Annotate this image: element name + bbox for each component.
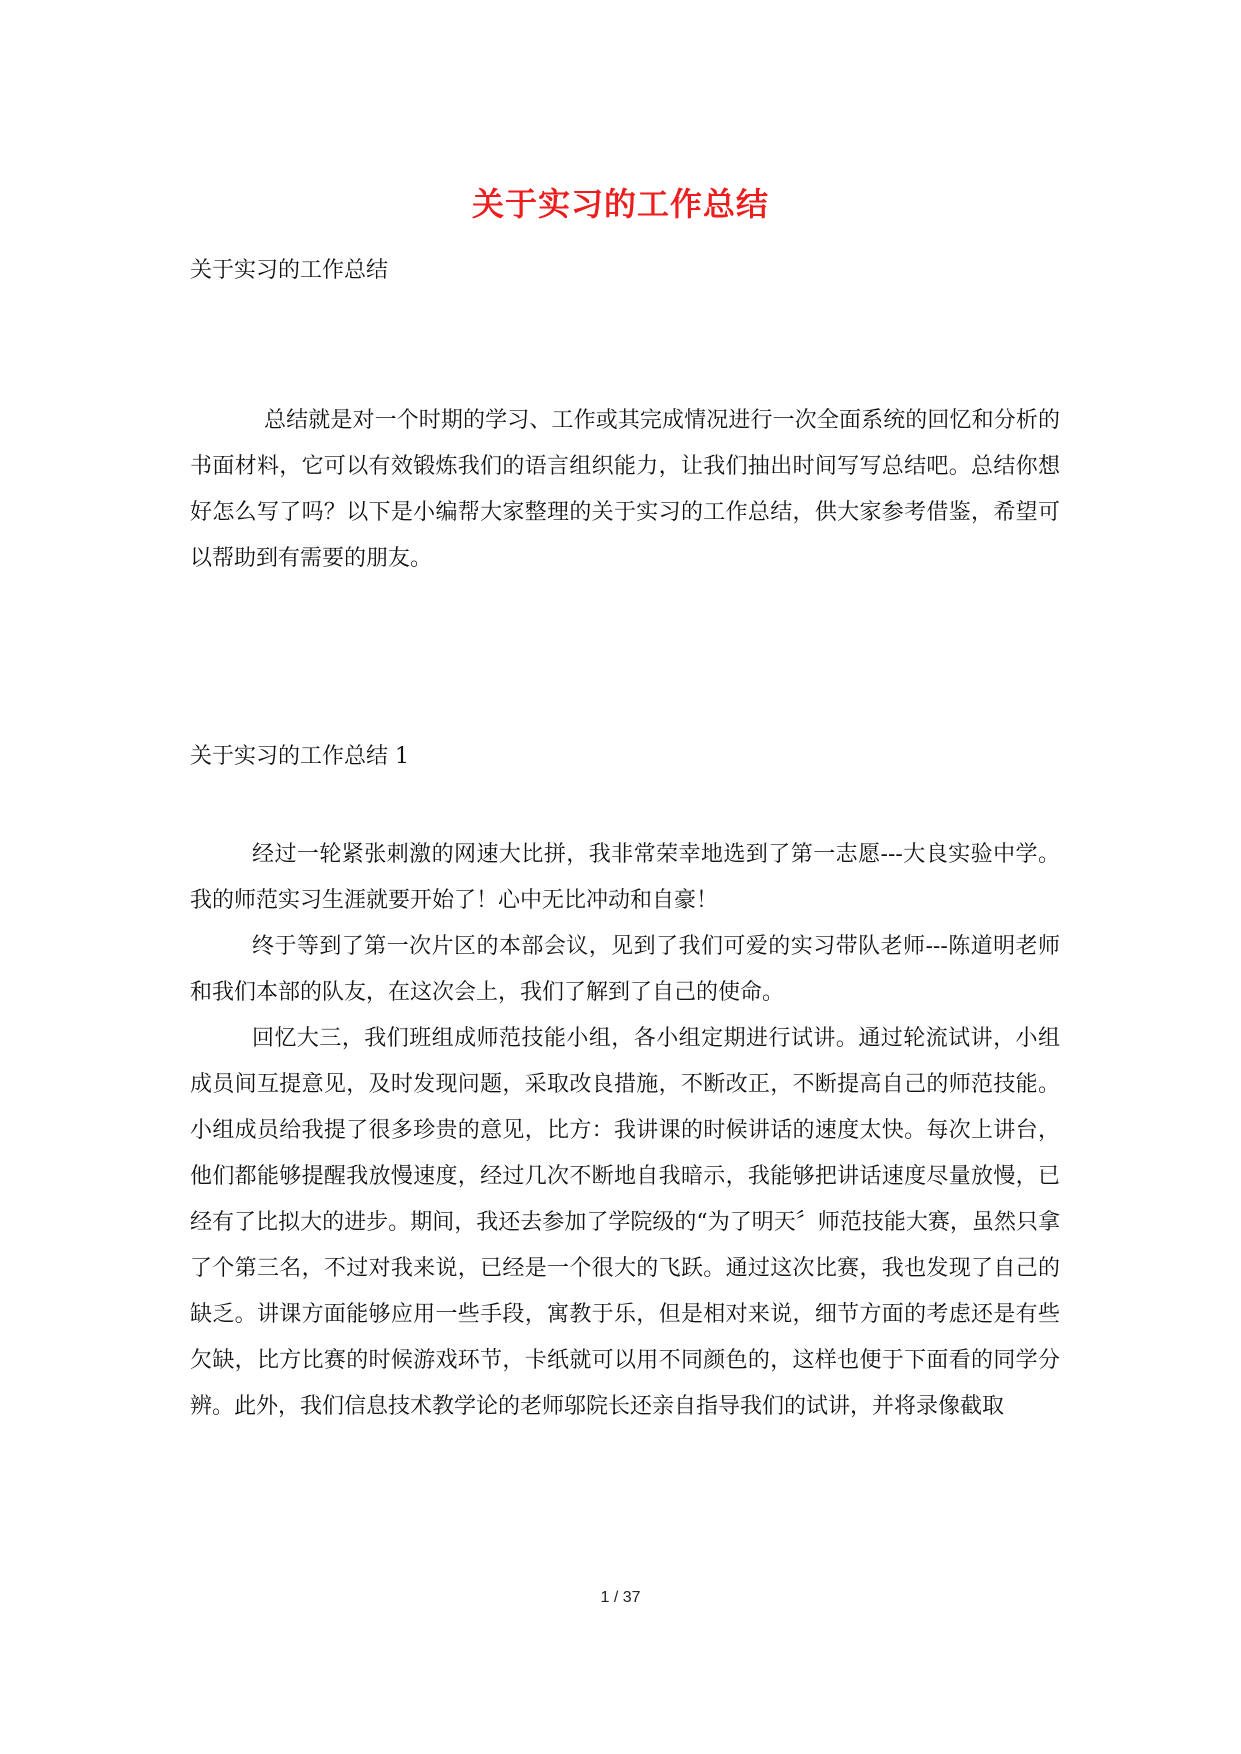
section-heading: 关于实习的工作总结 1 xyxy=(190,744,409,769)
body-paragraph: 回忆大三，我们班组成师范技能小组，各小组定期进行试讲。通过轮流试讲，小组成员间互提意见，及时发现问题，采取改良措施，不断改正，不断提高自己的师范技能。小组成员给我提了很多珍贵的意见，比方：我讲课的时候讲话的速度太快。每次上讲台，他们都能够提醒我放慢速度，经过几次不断地自我暗示，我能够把讲话速度尽量放慢，已经有了比拟大的进步。期间，我还去参加了学院级的“为了明天〞师范技能大赛，虽然只拿了个第三名，不过对我来说，已经是一个很大的飞跃。通过这次比赛，我也发现了自己的缺乏。讲课方面能够应用一些手段，寓教于乐，但是相对来说，细节方面的考虑还是有些欠缺，比方比赛的时候游戏环节，卡纸就可以用不同颜色的，这样也便于下面看的同学分辨。此外，我们信息技术教学论的老师邬院长还亲自指导我们的试讲，并将录像截取 xyxy=(190,1026,1060,1419)
document-title: 关于实习的工作总结 xyxy=(471,185,769,223)
body-text xyxy=(190,832,1060,1430)
body-paragraph: 终于等到了第一次片区的本部会议，见到了我们可爱的实习带队老师---陈道明老师和我们本部的队友，在这次会上，我们了解到了自己的使命。 xyxy=(190,934,1060,1005)
intro-paragraph: 总结就是对一个时期的学习、工作或其完成情况进行一次全面系统的回忆和分析的书面材料，它可以有效锻炼我们的语言组织能力，让我们抽出时间写写总结吧。总结你想好怎么写了吗？以下是小编帮大家整理的关于实习的工作总结，供大家参考借鉴，希望可以帮助到有需要的朋友。 xyxy=(190,408,1060,571)
document-subtitle: 关于实习的工作总结 xyxy=(190,258,389,283)
body-paragraph: 经过一轮紧张刺激的网速大比拼，我非常荣幸地选到了第一志愿---大良实验中学。我的师范实习生涯就要开始了！心中无比冲动和自豪！ xyxy=(190,842,1060,913)
page-number: 1 / 37 xyxy=(600,1589,641,1606)
